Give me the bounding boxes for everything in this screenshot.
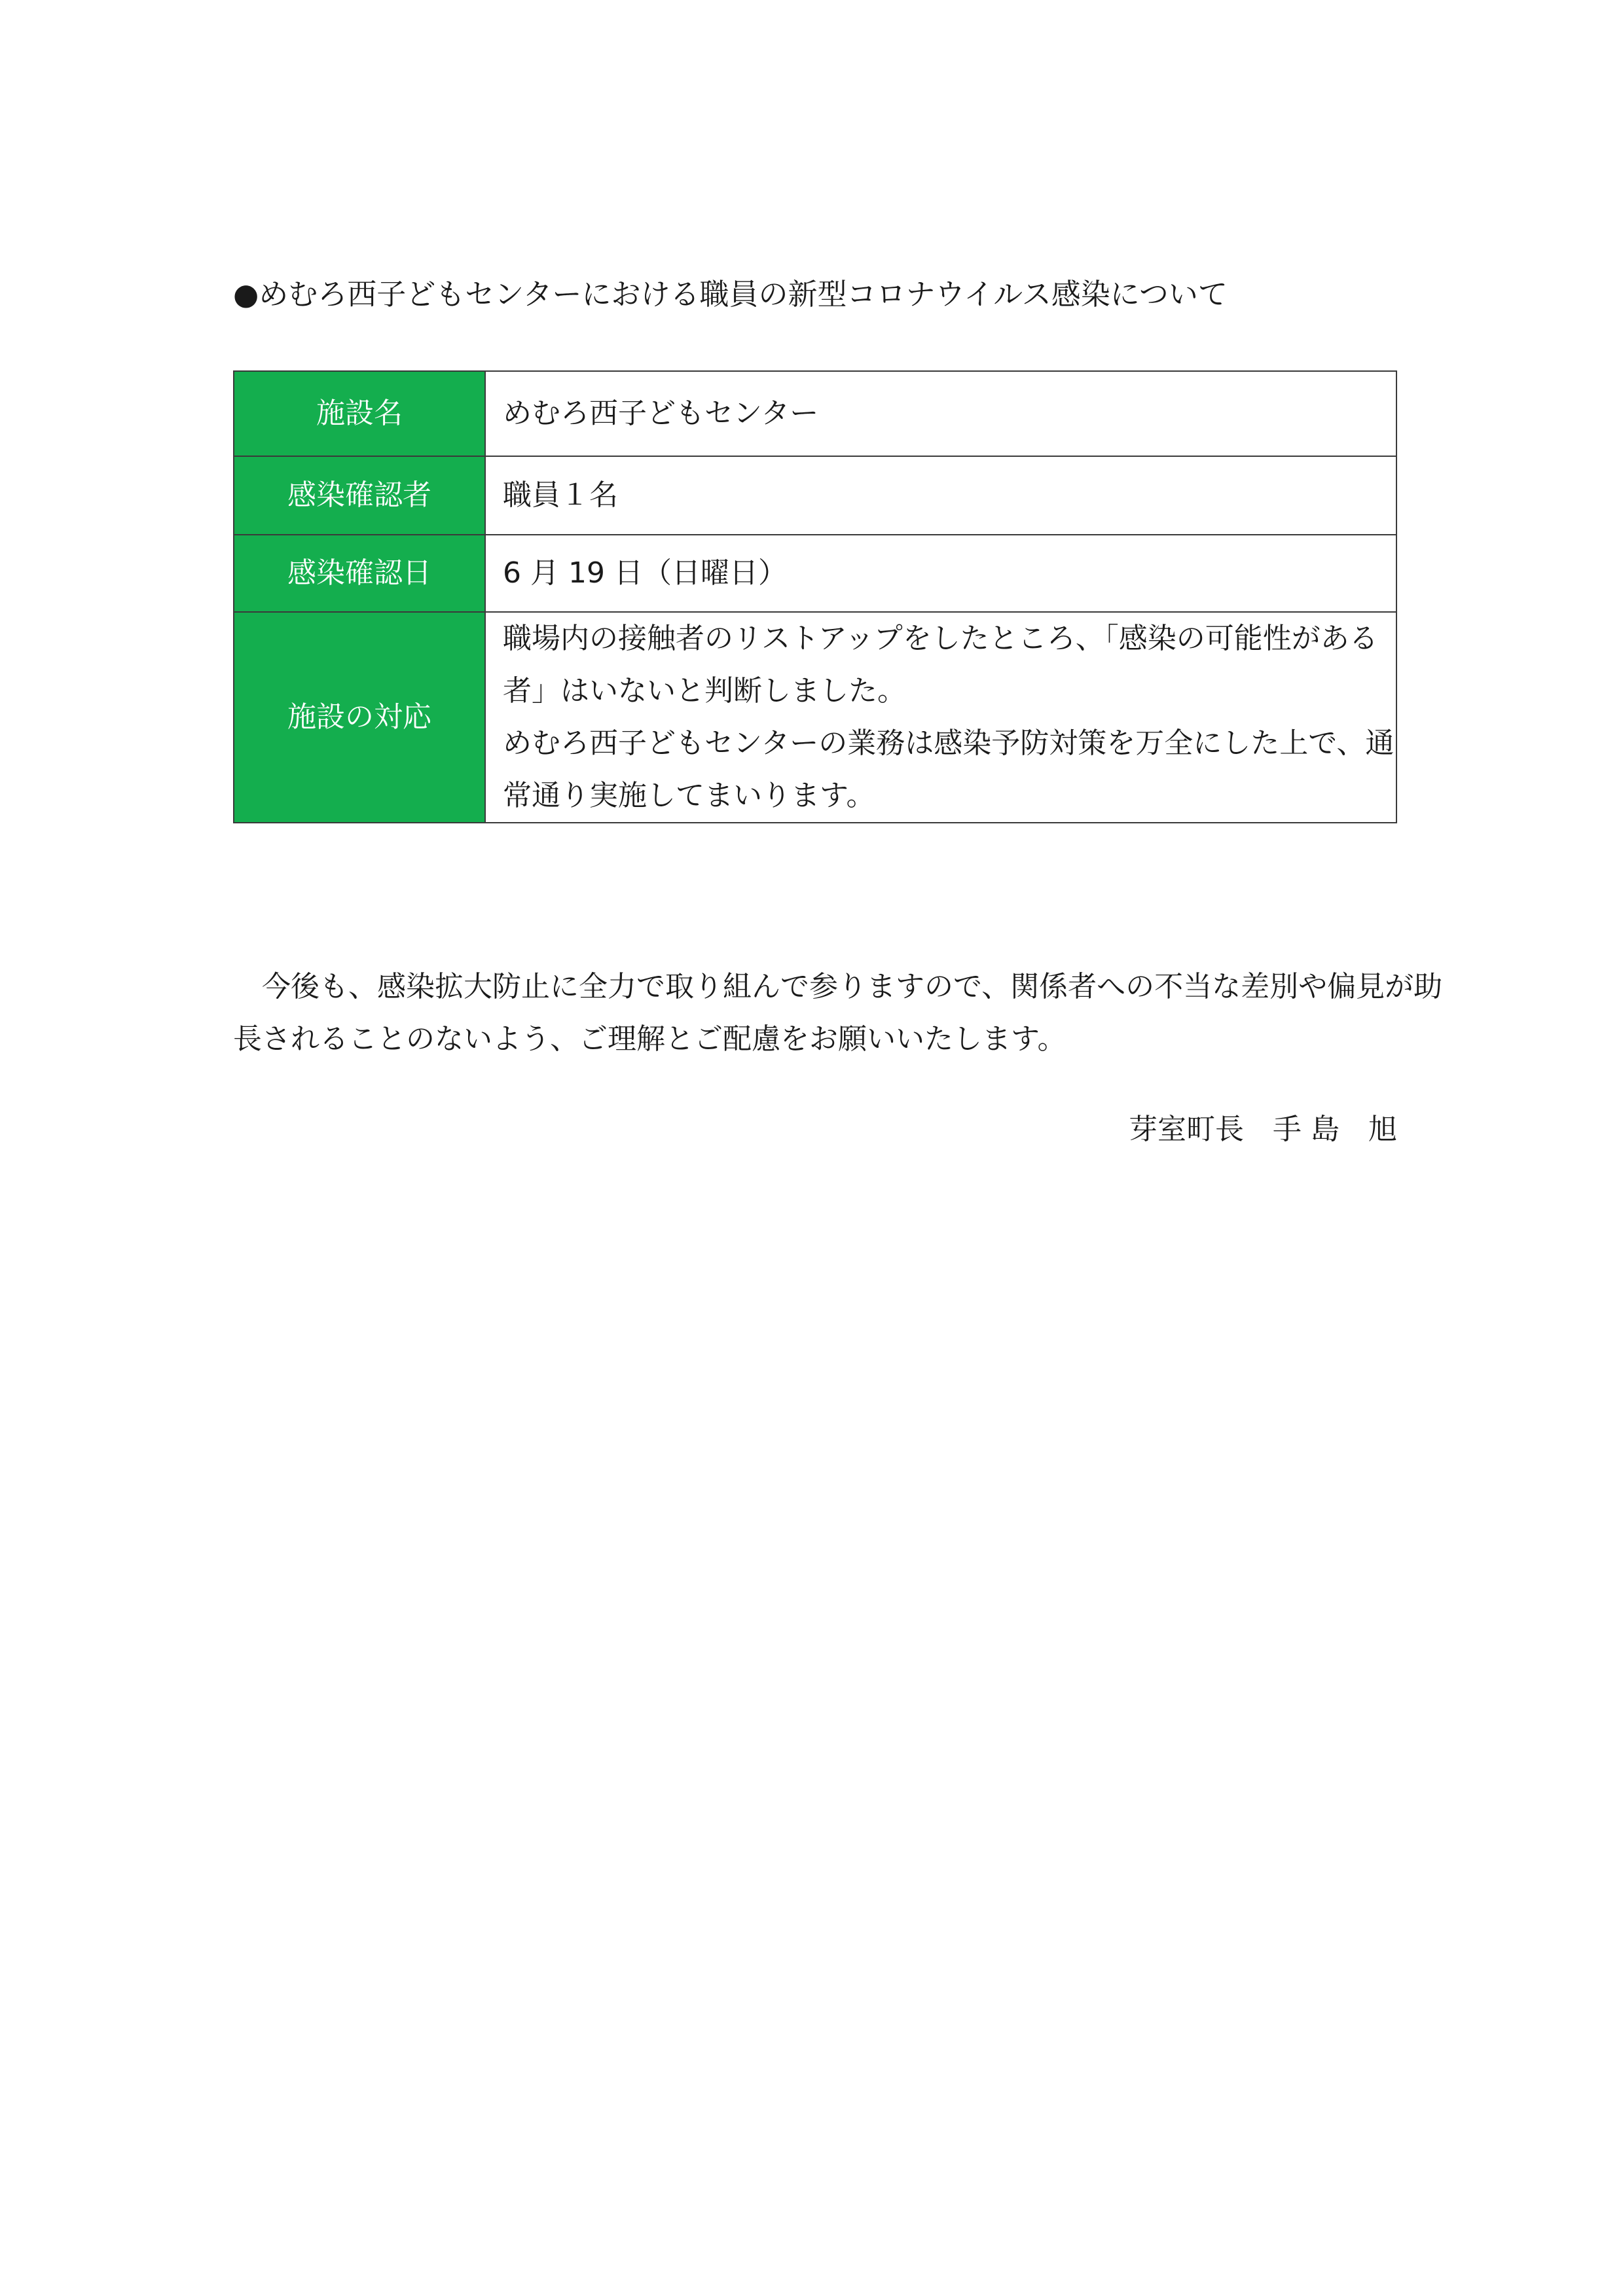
facility-response-line: 常通り実施してまいります。: [503, 779, 875, 812]
facility-response-label: 施設の対応: [234, 612, 485, 823]
confirmed-person-value: 職員１名: [485, 456, 1396, 535]
facility-info-table: [233, 370, 1397, 823]
confirmed-date-value: 6 月 19 日（日曜日）: [485, 535, 1396, 612]
table-row-confirmed-person: [234, 456, 1396, 535]
confirmed-date-label: 感染確認日: [234, 535, 485, 612]
facility-name-value: めむろ西子どもセンター: [485, 371, 1396, 456]
closing-paragraph: [233, 961, 1443, 1066]
closing-paragraph-line: 長されることのないよう、ご理解とご配慮をお願いいたします。: [233, 1022, 1067, 1056]
confirmed-person-label: 感染確認者: [234, 456, 485, 535]
table-row-facility-name: [234, 371, 1396, 456]
table-row-confirmed-date: [234, 535, 1396, 612]
table-row-facility-response: [234, 612, 1396, 823]
facility-response-line: めむろ西子どもセンターの業務は感染予防対策を万全にした上で、通: [503, 726, 1395, 760]
mayor-signature: 芽室町長 手 島 旭: [1129, 1113, 1397, 1146]
closing-paragraph-line: 今後も、感染拡大防止に全力で取り組んで参りますので、関係者への不当な差別や偏見が助: [233, 970, 1443, 1003]
facility-response-line: 者」はいないと判断しました。: [503, 674, 906, 708]
facility-response-value: [485, 612, 1396, 823]
document-heading: ●めむろ西子どもセンターにおける職員の新型コロナウイルス感染について: [233, 277, 1228, 312]
facility-response-line: 職場内の接触者のリストアップをしたところ、「感染の可能性がある: [503, 622, 1378, 655]
facility-name-label: 施設名: [234, 371, 485, 456]
